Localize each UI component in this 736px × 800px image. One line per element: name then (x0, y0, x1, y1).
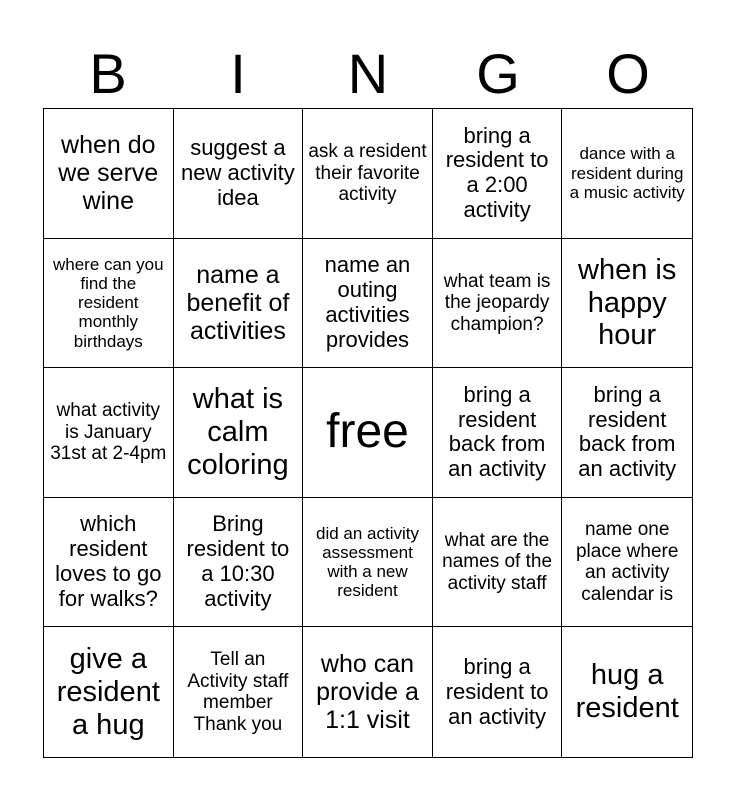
cell-text: did an activity assessment with a new resident (315, 523, 419, 601)
cell-text: who can provide a 1:1 visit (316, 649, 419, 735)
bingo-cell[interactable] (174, 239, 304, 369)
bingo-cell[interactable] (174, 498, 304, 628)
bingo-cell[interactable] (44, 627, 174, 757)
bingo-cell[interactable] (562, 109, 692, 239)
bingo-cell[interactable] (303, 627, 433, 757)
cell-text: what team is the jeopardy champion? (443, 270, 551, 335)
cell-text: bring a resident to an activity (445, 653, 549, 729)
cell-text: hug a resident (575, 659, 679, 725)
header-letter-n: N (347, 42, 389, 105)
cell-text: bring a resident back from an activity (448, 381, 546, 482)
bingo-cell[interactable] (174, 627, 304, 757)
bingo-cell[interactable] (433, 498, 563, 628)
cell-text: name one place where an activity calendar is (575, 519, 679, 605)
bingo-cell[interactable] (44, 368, 174, 498)
bingo-board (43, 108, 693, 758)
bingo-cell[interactable] (433, 239, 563, 369)
cell-text: ask a resident their favorite activity (308, 141, 427, 206)
bingo-cell[interactable] (44, 239, 174, 369)
header-letter-g: G (476, 42, 520, 105)
bingo-header (43, 40, 693, 108)
header-letter-b: B (89, 42, 127, 105)
free-space[interactable] (303, 368, 433, 498)
cell-text: what is calm coloring (187, 383, 289, 481)
cell-text: where can you find the resident monthly birthdays (53, 254, 164, 351)
cell-text: Tell an Activity staff member Thank you (187, 649, 289, 735)
header-letter-o: O (606, 42, 650, 105)
cell-text: free (326, 405, 409, 459)
cell-text: when do we serve wine (58, 130, 159, 216)
cell-text: name an outing activities provides (324, 252, 411, 352)
bingo-cell[interactable] (433, 627, 563, 757)
header-letter-i: I (230, 42, 246, 105)
bingo-cell[interactable] (303, 109, 433, 239)
bingo-cell[interactable] (433, 109, 563, 239)
bingo-cell[interactable] (433, 368, 563, 498)
bingo-cell[interactable] (44, 109, 174, 239)
bingo-cell[interactable] (303, 498, 433, 628)
cell-text: dance with a resident during a music activity (569, 144, 685, 202)
cell-text: which resident loves to go for walks? (55, 511, 162, 611)
cell-text: bring a resident back from an activity (578, 381, 677, 482)
bingo-cell[interactable] (562, 627, 692, 757)
bingo-cell[interactable] (44, 498, 174, 628)
cell-text: bring a resident to a 2:00 activity (445, 122, 549, 223)
cell-text: what are the names of the activity staff (442, 529, 553, 594)
cell-text: suggest a new activity idea (181, 135, 295, 210)
cell-text: give a resident a hug (56, 643, 160, 741)
bingo-cell[interactable] (562, 239, 692, 369)
bingo-cell[interactable] (562, 498, 692, 628)
cell-text: name a benefit of activities (186, 260, 290, 346)
bingo-cell[interactable] (174, 368, 304, 498)
bingo-cell[interactable] (562, 368, 692, 498)
cell-text: what activity is January 31st at 2-4pm (50, 400, 167, 465)
cell-text: when is happy hour (578, 253, 677, 352)
bingo-cell[interactable] (303, 239, 433, 369)
bingo-cell[interactable] (174, 109, 304, 239)
cell-text: Bring resident to a 10:30 activity (186, 511, 290, 611)
